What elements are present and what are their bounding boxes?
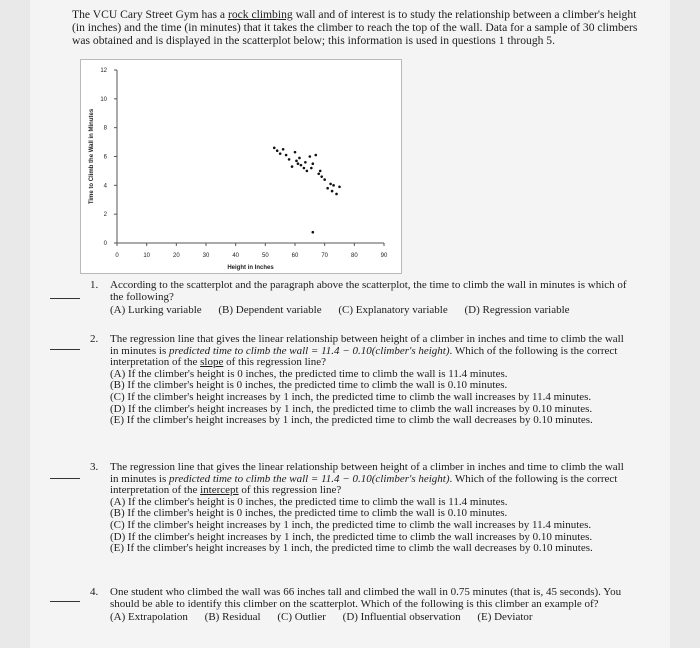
q2-choice-c[interactable]: (C) If the climber's height increases by 1 inch, the predicted time to climb the wall increases by 11.4 minutes. bbox=[110, 390, 592, 403]
data-point bbox=[309, 155, 312, 158]
question-1 bbox=[110, 280, 630, 317]
x-tick-label: 80 bbox=[350, 253, 358, 259]
q2-stem-a: The regression line that gives the linear relationship between height of a climber in inches and time to climb the wall in minutes is bbox=[110, 333, 624, 357]
question-4-stem: One student who climbed the wall was 66 inches tall and climbed the wall in 0.75 minutes (that is, 45 seconds). You should be able to identify this climber on the scatterplot. Which of the following is this climber an example of? bbox=[110, 586, 622, 610]
q1-choice-b[interactable]: (B) Dependent variable bbox=[218, 304, 322, 317]
question-4-choices bbox=[110, 612, 630, 624]
x-tick-label: 40 bbox=[232, 253, 240, 259]
q1-choice-c[interactable]: (C) Explanatory variable bbox=[338, 304, 448, 317]
y-tick-label: 12 bbox=[100, 68, 107, 74]
q3-stem-c: of this regression line? bbox=[238, 484, 342, 497]
data-point bbox=[303, 167, 306, 170]
data-point bbox=[331, 190, 334, 193]
data-point bbox=[300, 164, 303, 167]
q3-choice-d[interactable]: (D) If the climber's height increases by 1 inch, the predicted time to climb the wall increases by 0.10 minutes. bbox=[110, 530, 593, 543]
q4-choice-c[interactable]: (C) Outlier bbox=[277, 611, 326, 624]
x-tick-label: 50 bbox=[261, 253, 269, 259]
q3-choice-a[interactable]: (A) If the climber's height is 0 inches, the predicted time to climb the wall is 11.4 minutes. bbox=[110, 495, 508, 508]
data-point bbox=[338, 185, 341, 188]
worksheet-page bbox=[30, 0, 670, 648]
y-axis-label: Time to Climb the Wall in Minutes bbox=[89, 108, 95, 205]
q3-stem-a: The regression line that gives the linear relationship between height of a climber in inches and time to climb the wall in minutes is bbox=[110, 461, 624, 485]
q4-choice-d[interactable]: (D) Influential observation bbox=[342, 611, 461, 624]
x-tick-label: 20 bbox=[172, 253, 180, 259]
q2-choice-d[interactable]: (D) If the climber's height increases by 1 inch, the predicted time to climb the wall increases by 0.10 minutes. bbox=[110, 402, 593, 415]
x-tick-label: 60 bbox=[291, 253, 299, 259]
q2-key-term: slope bbox=[200, 356, 224, 369]
data-point bbox=[276, 149, 279, 152]
question-1-stem: According to the scatterplot and the paragraph above the scatterplot, the time to climb the wall in minutes is which of the following? bbox=[110, 279, 627, 303]
q1-choice-a[interactable]: (A) Lurking variable bbox=[110, 304, 202, 317]
intro-text-b: wall and of interest is to study the relationship between a climber's height (in inches) and the time (in minutes) that it takes the climber to reach the top of the wall. Data for a sample of 30 climbers was obtained and is displayed in the scatterplot below; this information is used in questions 1 through 5. bbox=[72, 8, 638, 47]
answer-blank-3[interactable] bbox=[50, 478, 80, 479]
data-point bbox=[273, 147, 276, 150]
q4-choice-e[interactable]: (E) Deviator bbox=[477, 611, 533, 624]
q3-choice-c[interactable]: (C) If the climber's height increases by 1 inch, the predicted time to climb the wall increases by 11.4 minutes. bbox=[110, 518, 592, 531]
y-tick-label: 4 bbox=[103, 183, 107, 190]
data-point bbox=[317, 173, 320, 176]
q1-choice-d[interactable]: (D) Regression variable bbox=[464, 304, 570, 317]
y-tick-label: 10 bbox=[100, 96, 107, 103]
data-point bbox=[282, 148, 285, 151]
data-point bbox=[306, 170, 309, 173]
data-point bbox=[319, 170, 322, 173]
data-point bbox=[335, 193, 338, 196]
data-point bbox=[295, 160, 298, 163]
data-point bbox=[294, 151, 297, 154]
intro-underlined-term: rock climbing bbox=[227, 8, 293, 21]
intro-text-a: The VCU Cary Street Gym has a bbox=[72, 8, 228, 21]
question-1-choices bbox=[110, 305, 630, 317]
data-point bbox=[297, 162, 300, 165]
q4-choice-b[interactable]: (B) Residual bbox=[204, 611, 261, 624]
x-tick-label: 0 bbox=[115, 253, 119, 259]
data-point bbox=[304, 161, 307, 164]
data-point bbox=[314, 154, 317, 157]
question-2 bbox=[110, 334, 630, 427]
x-tick-label: 70 bbox=[321, 253, 329, 259]
q2-choice-a[interactable]: (A) If the climber's height is 0 inches, the predicted time to climb the wall is 11.4 minutes. bbox=[110, 367, 508, 380]
question-3-number: 3. bbox=[90, 461, 99, 473]
data-point bbox=[298, 157, 301, 160]
question-2-stem bbox=[110, 334, 630, 369]
q2-regression-equation: predicted time to climb the wall = 11.4 − 0.10(climber's height) bbox=[168, 344, 450, 357]
y-tick-label: 0 bbox=[103, 241, 107, 247]
q3-choice-b[interactable]: (B) If the climber's height is 0 inches, the predicted time to climb the wall is 0.10 minutes. bbox=[110, 507, 508, 520]
q2-stem-c: of this regression line? bbox=[223, 356, 326, 369]
y-tick-label: 8 bbox=[103, 125, 107, 132]
data-point bbox=[312, 162, 315, 165]
y-tick-label: 2 bbox=[103, 212, 107, 219]
data-point bbox=[323, 178, 326, 181]
data-point bbox=[320, 175, 323, 178]
answer-blank-2[interactable] bbox=[50, 349, 80, 350]
scatterplot-svg bbox=[81, 60, 401, 273]
y-tick-label: 6 bbox=[103, 154, 107, 161]
data-point bbox=[310, 167, 313, 170]
q4-choice-a[interactable]: (A) Extrapolation bbox=[110, 611, 188, 624]
q3-key-term: intercept bbox=[200, 484, 239, 497]
data-point bbox=[285, 154, 288, 157]
x-tick-label: 90 bbox=[380, 253, 388, 259]
x-axis-label: Height in Inches bbox=[227, 265, 274, 271]
x-tick-label: 10 bbox=[143, 253, 151, 259]
q2-stem-b: . Which of the following is the correct interpretation of the bbox=[110, 344, 618, 369]
x-tick-label: 30 bbox=[202, 253, 210, 259]
data-point bbox=[332, 184, 335, 187]
data-point bbox=[326, 187, 329, 190]
question-2-number: 2. bbox=[90, 333, 99, 345]
data-point bbox=[312, 231, 315, 234]
data-point bbox=[288, 158, 291, 161]
scatterplot bbox=[80, 59, 402, 274]
question-3-stem bbox=[110, 462, 630, 497]
q3-regression-equation: predicted time to climb the wall = 11.4 − 0.10(climber's height) bbox=[168, 472, 450, 485]
data-point bbox=[279, 152, 282, 155]
q3-choice-e[interactable]: (E) If the climber's height increases by 1 inch, the predicted time to climb the wall decreases by 0.10 minutes. bbox=[110, 542, 593, 555]
q2-choice-b[interactable]: (B) If the climber's height is 0 inches, the predicted time to climb the wall is 0.10 minutes. bbox=[110, 379, 508, 392]
question-4-number: 4. bbox=[90, 586, 99, 598]
question-1-number: 1. bbox=[90, 279, 99, 291]
answer-blank-1[interactable] bbox=[50, 298, 80, 299]
question-4 bbox=[110, 587, 630, 624]
intro-paragraph bbox=[72, 8, 642, 47]
data-point bbox=[329, 183, 332, 186]
q2-choice-e[interactable]: (E) If the climber's height increases by 1 inch, the predicted time to climb the wall decreases by 0.10 minutes. bbox=[110, 414, 593, 427]
question-3 bbox=[110, 462, 630, 555]
data-point bbox=[291, 165, 294, 168]
answer-blank-4[interactable] bbox=[50, 601, 80, 602]
q3-stem-b: . Which of the following is the correct interpretation of the bbox=[110, 472, 618, 497]
